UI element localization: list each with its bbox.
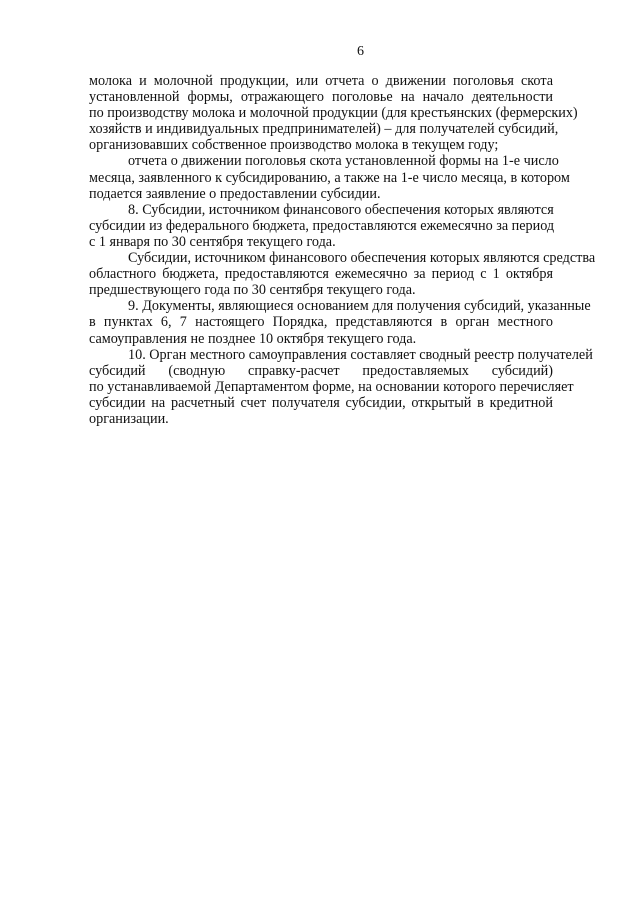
paragraph (89, 153, 570, 202)
text-line: по устанавливаемой Департаментом форме, на основании которого перечисляет (89, 378, 574, 395)
paragraph (89, 250, 596, 299)
document-body (89, 73, 596, 427)
text-line: областного бюджета, предоставляются ежемесячно за период с 1 октября (89, 266, 553, 283)
paragraph (89, 346, 593, 427)
paragraph (89, 202, 553, 250)
text-line: в пунктах 6, 7 настоящего Порядка, представляются в орган местного (89, 314, 553, 331)
text-line: субсидии из федерального бюджета, предоставляются ежемесячно за период (89, 217, 555, 234)
text-line: установленной формы, отражающего поголовье на начало деятельности (89, 89, 553, 106)
paragraph (89, 298, 591, 347)
text-line: организации. (89, 410, 169, 427)
text-line: молока и молочной продукции, или отчета о движении поголовья скота (89, 73, 553, 89)
text-line: 9. Документы, являющиеся основанием для получения субсидий, указанные (128, 298, 591, 315)
text-line: субсидий (сводную справку-расчет предоставляемых субсидий) (89, 362, 553, 379)
text-line: хозяйств и индивидуальных предпринимателей) – для получателей субсидий, (89, 121, 559, 138)
page-number: 6 (357, 44, 364, 59)
text-line: организовавших собственное производство молока в текущем году; (89, 137, 499, 154)
text-line: месяца, заявленного к субсидированию, а также на 1-е число месяца, в котором (89, 169, 570, 186)
text-line: предшествующего года по 30 сентября текущего года. (89, 282, 416, 299)
text-line: с 1 января по 30 сентября текущего года. (89, 233, 336, 250)
paragraph (89, 73, 578, 154)
text-line: 8. Субсидии, источником финансового обеспечения которых являются (128, 201, 554, 218)
text-line: по производству молока и молочной продукции (для крестьянских (фермерских) (89, 105, 578, 122)
text-line: самоуправления не позднее 10 октября текущего года. (89, 330, 417, 347)
text-line: субсидии на расчетный счет получателя субсидии, открытый в кредитной (89, 394, 553, 411)
text-line: подается заявление о предоставлении субсидии. (89, 185, 381, 202)
text-line: отчета о движении поголовья скота установленной формы на 1-е число (128, 153, 559, 170)
text-line: 10. Орган местного самоуправления составляет сводный реестр получателей (128, 346, 593, 363)
text-line: Субсидии, источником финансового обеспечения которых являются средства (128, 250, 596, 267)
